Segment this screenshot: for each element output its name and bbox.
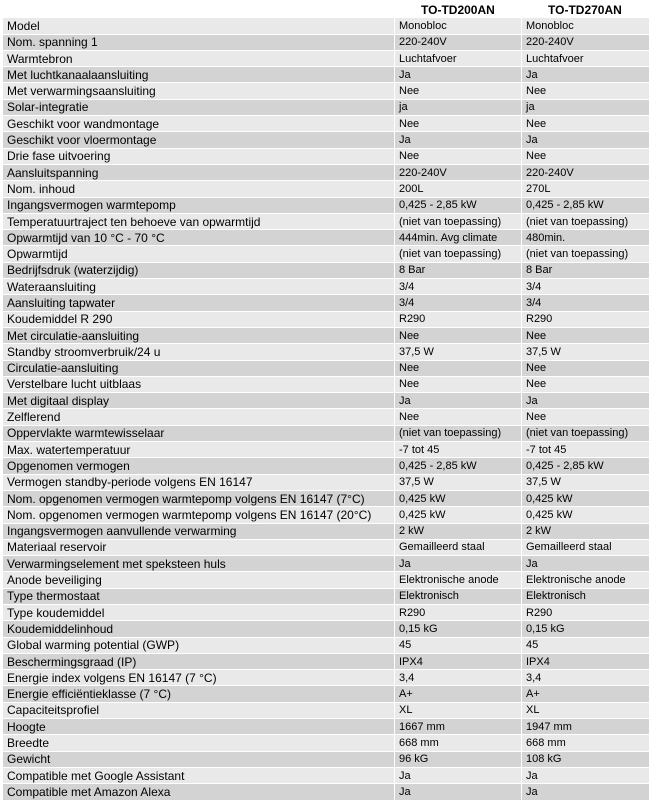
spec-value-a: Ja [395, 132, 522, 148]
spec-table-header [3, 2, 650, 18]
spec-label: Gewicht [3, 751, 395, 767]
spec-value-b: 0,425 kW [522, 490, 650, 506]
table-row [3, 458, 650, 474]
spec-value-b: 270L [522, 181, 650, 197]
spec-value-a: Nee [395, 327, 522, 343]
spec-value-b: 220-240V [522, 164, 650, 180]
spec-label: Standby stroomverbruik/24 u [3, 344, 395, 360]
spec-value-b: Nee [522, 327, 650, 343]
spec-label: Opgenomen vermogen [3, 458, 395, 474]
spec-label: Oppervlakte warmtewisselaar [3, 425, 395, 441]
spec-value-b: 1947 mm [522, 719, 650, 735]
spec-value-a: 220-240V [395, 34, 522, 50]
spec-value-a: ja [395, 99, 522, 115]
table-row [3, 702, 650, 718]
spec-value-b: (niet van toepassing) [522, 425, 650, 441]
spec-label: Compatible met Amazon Alexa [3, 784, 395, 800]
spec-label: Hoogte [3, 719, 395, 735]
spec-label: Model [3, 18, 395, 34]
spec-label: Type koudemiddel [3, 604, 395, 620]
spec-label: Koudemiddel R 290 [3, 311, 395, 327]
spec-value-a: 0,425 kW [395, 507, 522, 523]
spec-value-b: 37,5 W [522, 474, 650, 490]
spec-value-b: Ja [522, 132, 650, 148]
table-row [3, 393, 650, 409]
spec-value-b: Ja [522, 556, 650, 572]
spec-label: Zelflerend [3, 409, 395, 425]
spec-label: Temperatuurtraject ten behoeve van opwarmtijd [3, 213, 395, 229]
table-row [3, 409, 650, 425]
spec-value-a: Ja [395, 784, 522, 800]
spec-label: Beschermingsgraad (IP) [3, 653, 395, 669]
spec-value-a: (niet van toepassing) [395, 246, 522, 262]
spec-value-b: 2 kW [522, 523, 650, 539]
spec-value-b: 0,425 - 2,85 kW [522, 197, 650, 213]
table-row [3, 83, 650, 99]
spec-value-b: Nee [522, 376, 650, 392]
spec-label: Met luchtkanaalaansluiting [3, 67, 395, 83]
spec-value-b: R290 [522, 311, 650, 327]
table-row [3, 670, 650, 686]
spec-value-a: 200L [395, 181, 522, 197]
spec-value-b: Luchtafvoer [522, 50, 650, 66]
table-row [3, 425, 650, 441]
table-row [3, 116, 650, 132]
table-row [3, 34, 650, 50]
spec-value-b: 3/4 [522, 279, 650, 295]
table-row [3, 344, 650, 360]
spec-value-b: Elektronisch [522, 588, 650, 604]
spec-value-a: 3/4 [395, 279, 522, 295]
spec-value-a: 96 kG [395, 751, 522, 767]
table-row [3, 279, 650, 295]
spec-label: Energie efficiëntieklasse (7 °C) [3, 686, 395, 702]
spec-value-a: 0,425 - 2,85 kW [395, 458, 522, 474]
spec-label: Warmtebron [3, 50, 395, 66]
table-row [3, 686, 650, 702]
table-row [3, 653, 650, 669]
header-model-a: TO-TD200AN [395, 2, 522, 18]
spec-label: Nom. opgenomen vermogen warmtepomp volgens EN 16147 (20°C) [3, 507, 395, 523]
spec-value-b: 668 mm [522, 735, 650, 751]
spec-value-a: 1667 mm [395, 719, 522, 735]
spec-label: Aansluitspanning [3, 164, 395, 180]
header-model-b: TO-TD270AN [522, 2, 650, 18]
spec-label: Type thermostaat [3, 588, 395, 604]
table-row [3, 523, 650, 539]
table-row [3, 556, 650, 572]
spec-label: Capaciteitsprofiel [3, 702, 395, 718]
spec-label: Bedrijfsdruk (waterzijdig) [3, 262, 395, 278]
table-row [3, 164, 650, 180]
table-row [3, 751, 650, 767]
spec-value-a: 2 kW [395, 523, 522, 539]
table-row [3, 360, 650, 376]
spec-label: Nom. spanning 1 [3, 34, 395, 50]
spec-value-a: 8 Bar [395, 262, 522, 278]
table-row [3, 767, 650, 783]
spec-value-b: 37,5 W [522, 344, 650, 360]
spec-label: Drie fase uitvoering [3, 148, 395, 164]
spec-value-a: 3,4 [395, 670, 522, 686]
spec-label: Verstelbare lucht uitblaas [3, 376, 395, 392]
table-row [3, 490, 650, 506]
spec-value-b: 108 kG [522, 751, 650, 767]
table-row [3, 719, 650, 735]
table-row [3, 784, 650, 800]
spec-value-b: 220-240V [522, 34, 650, 50]
spec-value-b: ja [522, 99, 650, 115]
table-row [3, 588, 650, 604]
table-row [3, 311, 650, 327]
table-row [3, 67, 650, 83]
table-row [3, 474, 650, 490]
table-row [3, 572, 650, 588]
spec-value-b: XL [522, 702, 650, 718]
spec-label: Anode beveiliging [3, 572, 395, 588]
spec-value-a: Ja [395, 393, 522, 409]
spec-value-a: R290 [395, 311, 522, 327]
spec-label: Met digitaal display [3, 393, 395, 409]
table-row [3, 507, 650, 523]
spec-value-b: 480min. [522, 230, 650, 246]
spec-value-a: XL [395, 702, 522, 718]
spec-value-b: Nee [522, 409, 650, 425]
table-row [3, 230, 650, 246]
spec-label: Koudemiddelinhoud [3, 621, 395, 637]
spec-label: Aansluiting tapwater [3, 295, 395, 311]
spec-label: Verwarmingselement met speksteen huls [3, 556, 395, 572]
spec-value-a: Nee [395, 360, 522, 376]
spec-value-b: -7 tot 45 [522, 442, 650, 458]
spec-value-b: 0,425 kW [522, 507, 650, 523]
spec-value-b: Nee [522, 83, 650, 99]
table-row [3, 132, 650, 148]
spec-label: Opwarmtijd [3, 246, 395, 262]
spec-value-a: 0,425 kW [395, 490, 522, 506]
table-row [3, 621, 650, 637]
spec-table-body [3, 18, 650, 800]
table-row [3, 99, 650, 115]
spec-label: Compatible met Google Assistant [3, 767, 395, 783]
spec-label: Met verwarmingsaansluiting [3, 83, 395, 99]
spec-value-a: Nee [395, 83, 522, 99]
table-row [3, 50, 650, 66]
spec-label: Ingangsvermogen warmtepomp [3, 197, 395, 213]
table-row [3, 735, 650, 751]
spec-value-a: R290 [395, 604, 522, 620]
spec-value-b: Elektronische anode [522, 572, 650, 588]
spec-value-a: Nee [395, 116, 522, 132]
spec-value-a: Elektronische anode [395, 572, 522, 588]
spec-value-a: 37,5 W [395, 344, 522, 360]
spec-value-a: 45 [395, 637, 522, 653]
spec-value-a: Ja [395, 556, 522, 572]
spec-label: Circulatie-aansluiting [3, 360, 395, 376]
spec-value-b: Ja [522, 393, 650, 409]
table-row [3, 213, 650, 229]
spec-label: Solar-integratie [3, 99, 395, 115]
table-row [3, 327, 650, 343]
table-row [3, 442, 650, 458]
spec-value-b: Ja [522, 767, 650, 783]
spec-value-a: 444min. Avg climate [395, 230, 522, 246]
spec-value-b: 0,425 - 2,85 kW [522, 458, 650, 474]
spec-value-b: Nee [522, 116, 650, 132]
spec-value-b: 0,15 kG [522, 621, 650, 637]
table-row [3, 148, 650, 164]
spec-label: Ingangsvermogen aanvullende verwarming [3, 523, 395, 539]
spec-value-a: -7 tot 45 [395, 442, 522, 458]
spec-value-a: (niet van toepassing) [395, 425, 522, 441]
spec-value-b: Ja [522, 784, 650, 800]
spec-value-b: Nee [522, 148, 650, 164]
spec-value-b: Gemailleerd staal [522, 539, 650, 555]
spec-value-a: IPX4 [395, 653, 522, 669]
spec-value-b: 3/4 [522, 295, 650, 311]
spec-value-a: Luchtafvoer [395, 50, 522, 66]
spec-value-a: 3/4 [395, 295, 522, 311]
spec-label: Breedte [3, 735, 395, 751]
spec-value-a: Ja [395, 767, 522, 783]
spec-value-b: Nee [522, 360, 650, 376]
spec-label: Met circulatie-aansluiting [3, 327, 395, 343]
spec-value-b: A+ [522, 686, 650, 702]
spec-label: Wateraansluiting [3, 279, 395, 295]
header-row [3, 2, 650, 18]
table-row [3, 376, 650, 392]
spec-value-b: Ja [522, 67, 650, 83]
table-row [3, 246, 650, 262]
spec-value-b: R290 [522, 604, 650, 620]
table-row [3, 18, 650, 34]
table-row [3, 539, 650, 555]
spec-value-a: 668 mm [395, 735, 522, 751]
spec-label: Opwarmtijd van 10 °C - 70 °C [3, 230, 395, 246]
spec-label: Nom. opgenomen vermogen warmtepomp volgens EN 16147 (7°C) [3, 490, 395, 506]
spec-value-a: Elektronisch [395, 588, 522, 604]
spec-value-b: 3,4 [522, 670, 650, 686]
spec-table [2, 2, 650, 801]
spec-value-a: Nee [395, 376, 522, 392]
spec-value-b: (niet van toepassing) [522, 213, 650, 229]
table-row [3, 262, 650, 278]
header-label [3, 2, 395, 18]
spec-label: Materiaal reservoir [3, 539, 395, 555]
table-row [3, 604, 650, 620]
table-row [3, 197, 650, 213]
spec-value-a: 0,15 kG [395, 621, 522, 637]
table-row [3, 637, 650, 653]
spec-value-b: IPX4 [522, 653, 650, 669]
spec-value-b: Monobloc [522, 18, 650, 34]
spec-label: Geschikt voor wandmontage [3, 116, 395, 132]
spec-value-a: (niet van toepassing) [395, 213, 522, 229]
spec-label: Geschikt voor vloermontage [3, 132, 395, 148]
spec-value-a: 0,425 - 2,85 kW [395, 197, 522, 213]
spec-value-b: (niet van toepassing) [522, 246, 650, 262]
spec-label: Max. watertemperatuur [3, 442, 395, 458]
spec-label: Global warming potential (GWP) [3, 637, 395, 653]
spec-value-a: Ja [395, 67, 522, 83]
spec-label: Vermogen standby-periode volgens EN 16147 [3, 474, 395, 490]
table-row [3, 295, 650, 311]
spec-value-a: Gemailleerd staal [395, 539, 522, 555]
spec-label: Energie index volgens EN 16147 (7 °C) [3, 670, 395, 686]
spec-value-a: Nee [395, 409, 522, 425]
spec-value-a: A+ [395, 686, 522, 702]
table-row [3, 181, 650, 197]
spec-label: Nom. inhoud [3, 181, 395, 197]
spec-value-b: 45 [522, 637, 650, 653]
spec-value-a: Nee [395, 148, 522, 164]
spec-value-a: Monobloc [395, 18, 522, 34]
spec-value-a: 37,5 W [395, 474, 522, 490]
spec-value-a: 220-240V [395, 164, 522, 180]
spec-value-b: 8 Bar [522, 262, 650, 278]
